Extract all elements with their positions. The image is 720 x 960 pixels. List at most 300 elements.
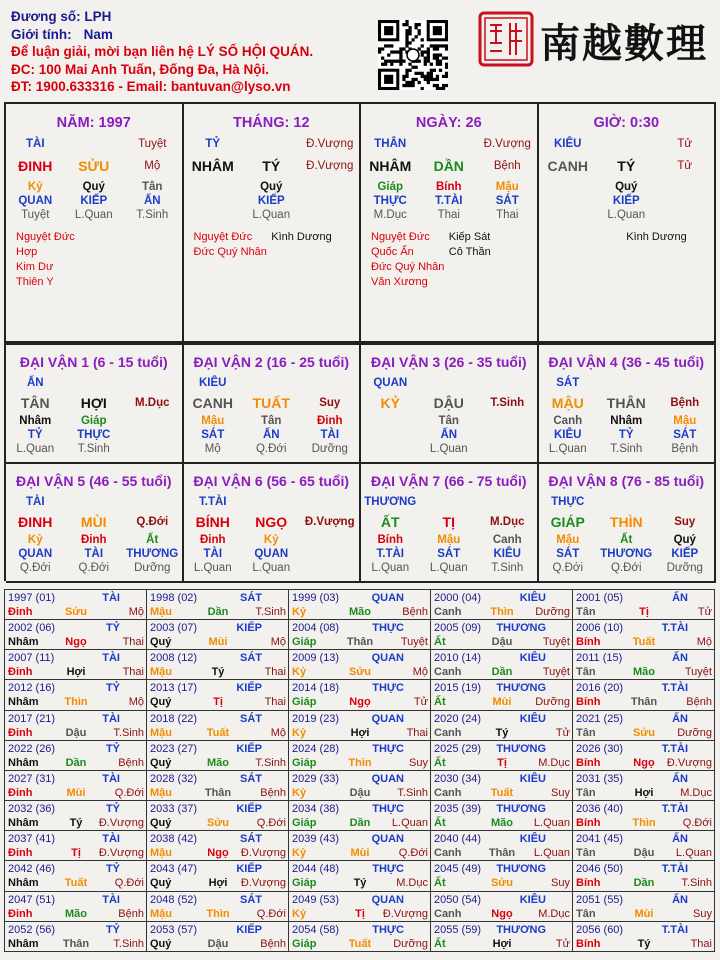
branch-stage: Q.Đới: [136, 516, 169, 528]
year-stem: Giáp: [292, 817, 317, 830]
hidden-stage: L.Quan: [607, 209, 646, 221]
header-info: [11, 8, 313, 96]
pillar-3: [361, 104, 539, 343]
year-branch: Mùi: [492, 696, 512, 709]
year-stage: T.Sinh: [255, 606, 286, 618]
year-stem: Quý: [150, 877, 172, 890]
year-stage: M.Dục: [538, 907, 570, 920]
year-god: KIÊU: [519, 893, 546, 906]
luck-title: ĐẠI VẬN 8 (76 - 85 tuổi): [548, 473, 705, 489]
luck-title: ĐẠI VẬN 3 (26 - 35 tuổi): [370, 354, 527, 370]
heavenly-stem: GIÁP: [550, 514, 585, 530]
year-label: 2022 (26): [8, 742, 56, 755]
branch-stage: Mộ: [144, 160, 161, 172]
earthly-branch: MÙI: [80, 514, 107, 530]
year-cell[interactable]: [573, 861, 715, 891]
year-cell[interactable]: [289, 801, 431, 831]
luck-title: ĐẠI VẬN 7 (66 - 75 tuổi): [370, 473, 527, 489]
hidden-stage: T.Sinh: [491, 562, 524, 574]
year-cell[interactable]: [573, 620, 715, 650]
hidden-stem: Giáp: [80, 415, 107, 427]
year-cell[interactable]: [289, 620, 431, 650]
year-god: THỰC: [372, 622, 404, 635]
year-stage: L.Quan: [391, 817, 428, 830]
year-branch: Thân: [204, 786, 232, 799]
hidden-stem: Mậu: [201, 415, 225, 427]
hidden-stage: M.Dục: [373, 209, 407, 221]
year-stage: Suy: [551, 877, 570, 890]
year-branch: Dần: [633, 877, 655, 890]
ten-god: KIÊU: [554, 138, 582, 150]
year-cell[interactable]: [5, 831, 147, 861]
year-god: ẤN: [672, 652, 688, 665]
year-label: 2011 (15): [576, 652, 623, 665]
heavenly-stem: MẬU: [551, 395, 584, 411]
year-cell[interactable]: [5, 861, 147, 891]
year-cell[interactable]: [5, 741, 147, 771]
year-cell[interactable]: [5, 801, 147, 831]
year-cell[interactable]: [5, 650, 147, 680]
hidden-stage: L.Quan: [74, 209, 113, 221]
year-cell[interactable]: [573, 680, 715, 710]
pillar-4: [539, 104, 717, 343]
branch-stage: Bệnh: [670, 397, 700, 409]
hidden-stem: Bính: [377, 534, 404, 546]
year-branch: Dần: [491, 666, 513, 679]
year-cell[interactable]: [431, 620, 573, 650]
year-branch: Tị: [355, 907, 365, 920]
year-stage: T.Sinh: [681, 877, 712, 890]
year-branch: Tị: [213, 696, 223, 709]
year-stem: Đinh: [8, 726, 33, 739]
year-stem: Ất: [434, 937, 446, 950]
year-cell[interactable]: [147, 741, 289, 771]
year-god: QUAN: [371, 592, 404, 604]
year-god: T.TÀI: [661, 742, 688, 755]
year-cell[interactable]: [147, 620, 289, 650]
name-label: Đương số:: [11, 9, 81, 24]
year-label: 2053 (57): [150, 923, 198, 936]
year-branch: Mão: [490, 817, 513, 830]
year-cell[interactable]: [573, 801, 715, 831]
year-stage: Thai: [122, 666, 144, 679]
ten-god: ẤN: [26, 377, 44, 389]
earthly-branch: TÝ: [262, 158, 281, 174]
heavenly-stem: CANH: [192, 395, 233, 411]
year-branch: Thân: [62, 937, 90, 950]
year-cell[interactable]: [147, 892, 289, 922]
year-god: TỶ: [105, 682, 120, 695]
year-cell[interactable]: [5, 892, 147, 922]
heavenly-stem: NHÂM: [191, 158, 234, 174]
year-stage: Dưỡng: [535, 606, 570, 618]
hidden-stem: Nhâm: [610, 415, 643, 427]
year-branch: Dần: [65, 756, 87, 769]
year-branch: Sửu: [490, 877, 513, 890]
year-label: 2014 (18): [292, 682, 340, 695]
year-cell[interactable]: [573, 590, 715, 620]
year-god: KIÊU: [519, 772, 546, 785]
year-stage: Mộ: [270, 726, 286, 739]
year-stem: Nhâm: [8, 636, 39, 649]
year-stem: Nhâm: [8, 937, 39, 950]
year-stem: Đinh: [8, 786, 33, 799]
life-stage: Đ.Vượng: [483, 138, 531, 150]
hidden-stem: Canh: [492, 534, 522, 546]
address-line: ĐC: 100 Mai Anh Tuấn, Đống Đa, Hà Nội.: [11, 61, 270, 77]
year-stem: Giáp: [292, 636, 317, 649]
ten-god: KIÊU: [199, 377, 227, 389]
year-stage: Suy: [551, 786, 570, 799]
year-stem: Quý: [150, 696, 172, 709]
year-cell[interactable]: [431, 590, 573, 620]
year-god: THỰC: [372, 863, 404, 876]
hidden-stage: Dưỡng: [666, 562, 703, 574]
hidden-stem: Nhâm: [19, 415, 52, 427]
hidden-stage: T.Sinh: [77, 443, 110, 455]
year-stem: Mậu: [150, 847, 172, 860]
pillar-title: GIỜ: 0:30: [593, 115, 660, 131]
year-label: 2003 (07): [150, 622, 198, 635]
hidden-god: SÁT: [201, 429, 225, 441]
year-cell[interactable]: [573, 711, 715, 741]
year-stage: Thai: [406, 726, 428, 739]
year-stage: Q.Đới: [398, 847, 428, 860]
year-cell[interactable]: [147, 922, 289, 952]
year-god: ẤN: [672, 833, 688, 846]
year-stage: Q.Đới: [114, 877, 144, 890]
year-stage: Mộ: [128, 696, 144, 709]
year-label: 2034 (38): [292, 803, 340, 816]
hidden-god: ẤN: [143, 195, 161, 207]
year-god: TÀI: [102, 592, 120, 604]
year-stem: Canh: [434, 907, 462, 920]
hidden-stem: Quý: [260, 181, 283, 193]
year-cell[interactable]: [431, 861, 573, 891]
hidden-stem: Đinh: [316, 415, 343, 427]
year-god: T.TÀI: [661, 682, 688, 695]
year-cell[interactable]: [431, 892, 573, 922]
year-god: T.TÀI: [661, 803, 688, 816]
year-stage: Tuyệt: [400, 636, 428, 649]
year-branch: Tý: [637, 937, 651, 950]
hidden-stem: Giáp: [377, 181, 404, 193]
hidden-stem: Quý: [615, 181, 638, 193]
year-cell[interactable]: [289, 680, 431, 710]
year-cell[interactable]: [147, 711, 289, 741]
four-pillars: [4, 102, 716, 343]
year-branch: Ngọ: [633, 756, 655, 769]
hidden-stem: Kỷ: [27, 181, 43, 193]
year-god: KIÊU: [519, 592, 546, 604]
branch-stage: M.Dục: [490, 516, 525, 528]
hidden-stem: Quý: [82, 181, 105, 193]
year-cell[interactable]: [431, 650, 573, 680]
year-cell[interactable]: [5, 922, 147, 952]
year-stem: Tân: [576, 907, 596, 920]
contact-line: Để luận giải, mời bạn liên hệ LÝ SỐ HỘI QUÁN.: [11, 44, 314, 59]
year-cell[interactable]: [289, 892, 431, 922]
year-stage: Tử: [697, 606, 712, 618]
year-cell[interactable]: [289, 922, 431, 952]
year-label: 2024 (28): [292, 742, 340, 755]
year-branch: Hợi: [208, 877, 228, 890]
year-branch: Tị: [639, 606, 649, 618]
heavenly-stem: ĐINH: [18, 514, 53, 530]
hidden-god: T.TÀI: [376, 548, 404, 560]
year-stem: Tân: [576, 726, 596, 739]
hidden-stem: Bính: [435, 181, 462, 193]
year-label: 2005 (09): [434, 622, 482, 635]
year-stage: T.Sinh: [113, 937, 144, 950]
year-stage: Đ.Vượng: [666, 756, 712, 769]
year-branch: Thìn: [64, 696, 88, 709]
hidden-god: KIÊU: [493, 548, 521, 560]
hidden-stem: Kỷ: [263, 534, 279, 546]
year-cell[interactable]: [431, 831, 573, 861]
year-stem: Ất: [434, 696, 446, 709]
hidden-god: THƯƠNG: [600, 548, 653, 560]
year-god: SÁT: [240, 833, 262, 846]
year-cell[interactable]: [147, 801, 289, 831]
year-stage: Bệnh: [118, 907, 144, 920]
year-cell[interactable]: [147, 680, 289, 710]
year-god: KIÊU: [519, 652, 546, 665]
ten-god: THỰC: [551, 496, 585, 508]
year-branch: Dậu: [65, 726, 87, 739]
year-cell[interactable]: [289, 711, 431, 741]
year-stage: Tử: [555, 726, 570, 739]
year-god: THỰC: [372, 923, 404, 936]
year-stage: Tử: [413, 696, 428, 709]
year-branch: Thân: [630, 696, 658, 709]
year-cell[interactable]: [289, 861, 431, 891]
qr-code[interactable]: [378, 20, 448, 90]
star-other: Cô Thần: [448, 246, 491, 258]
branch-stage: Suy: [674, 516, 696, 528]
year-branch: Mão: [632, 666, 655, 679]
year-stem: Mậu: [150, 726, 172, 739]
year-cell[interactable]: [147, 831, 289, 861]
year-god: KIÊU: [519, 712, 546, 725]
ten-god: TÀI: [25, 138, 45, 150]
star-auspicious: Đức Quý Nhân: [193, 246, 267, 258]
year-cell[interactable]: [431, 801, 573, 831]
year-cell[interactable]: [5, 620, 147, 650]
hidden-stem: Đinh: [199, 534, 226, 546]
year-stem: Bính: [576, 636, 601, 649]
heavenly-stem: ẤT: [380, 514, 400, 530]
year-cell[interactable]: [573, 771, 715, 801]
year-god: THƯƠNG: [496, 923, 546, 936]
star-other: Kình Dương: [271, 231, 332, 243]
gender-value: Nam: [83, 26, 113, 42]
year-cell[interactable]: [289, 771, 431, 801]
year-cell[interactable]: [431, 771, 573, 801]
year-stage: Đ.Vượng: [240, 847, 286, 860]
year-cell[interactable]: [573, 892, 715, 922]
year-branch: Hợi: [634, 786, 654, 799]
earthly-branch: TỊ: [442, 514, 455, 530]
year-stem: Giáp: [292, 877, 317, 890]
year-stage: L.Quan: [533, 817, 570, 830]
year-label: 2023 (27): [150, 742, 198, 755]
earthly-branch: THÂN: [606, 395, 646, 411]
year-stage: M.Dục: [680, 786, 712, 799]
year-god: THỰC: [372, 803, 404, 816]
year-branch: Thìn: [490, 606, 514, 618]
branch-stage: Đ.Vượng: [304, 516, 355, 528]
year-cell[interactable]: [289, 590, 431, 620]
year-label: 2036 (40): [576, 803, 624, 816]
year-god: KIẾP: [236, 803, 262, 816]
year-stem: Bính: [576, 817, 601, 830]
heavenly-stem: ĐINH: [18, 158, 53, 174]
year-stem: Canh: [434, 606, 462, 618]
year-label: 2048 (52): [150, 893, 198, 906]
year-god: THƯƠNG: [496, 682, 546, 695]
year-stage: Dưỡng: [677, 726, 712, 739]
year-stem: Nhâm: [8, 696, 39, 709]
year-label: 2031 (35): [576, 772, 624, 785]
year-cell[interactable]: [431, 922, 573, 952]
year-branch: Thân: [346, 636, 374, 649]
pillar-title: NGÀY: 26: [415, 115, 482, 131]
year-label: 2000 (04): [434, 592, 482, 604]
star-auspicious: Nguyệt Đức Hợp: [16, 231, 75, 258]
year-cell[interactable]: [289, 650, 431, 680]
year-branch: Ngọ: [65, 636, 87, 649]
star-auspicious: Kim Dư: [16, 261, 54, 273]
year-god: QUAN: [371, 712, 404, 725]
heavenly-stem: CANH: [547, 158, 588, 174]
hidden-stage: L.Quan: [429, 443, 468, 455]
year-label: 2052 (56): [8, 923, 56, 936]
year-stage: Bệnh: [260, 786, 286, 799]
year-god: ẤN: [672, 712, 688, 725]
year-cell[interactable]: [5, 590, 147, 620]
year-cell[interactable]: [147, 590, 289, 620]
hidden-god: ẤN: [262, 429, 280, 441]
year-stage: Đ.Vượng: [240, 877, 286, 890]
luck-period-6: [184, 464, 362, 583]
year-god: TÀI: [102, 772, 120, 785]
year-cell[interactable]: [147, 861, 289, 891]
year-cell[interactable]: [5, 711, 147, 741]
hidden-god: THỰC: [77, 429, 111, 441]
year-stem: Mậu: [150, 907, 172, 920]
year-label: 2056 (60): [576, 923, 624, 936]
year-stage: L.Quan: [533, 847, 570, 860]
year-stage: Đ.Vượng: [382, 907, 428, 920]
hidden-god: KIÊU: [554, 429, 582, 441]
year-label: 2020 (24): [434, 712, 482, 725]
year-cell[interactable]: [5, 771, 147, 801]
year-stage: L.Quan: [675, 847, 712, 860]
year-stem: Mậu: [150, 786, 172, 799]
year-stage: T.Sinh: [255, 756, 286, 769]
year-branch: Mùi: [350, 847, 370, 860]
year-cell[interactable]: [431, 711, 573, 741]
luck-title: ĐẠI VẬN 5 (46 - 55 tuổi): [15, 473, 172, 489]
year-god: ẤN: [672, 772, 688, 785]
year-cell[interactable]: [147, 771, 289, 801]
year-cell[interactable]: [431, 741, 573, 771]
year-god: TỶ: [105, 742, 120, 755]
year-label: 2050 (54): [434, 893, 482, 906]
year-cell[interactable]: [289, 831, 431, 861]
year-cell[interactable]: [431, 680, 573, 710]
year-cell[interactable]: [573, 650, 715, 680]
year-stem: Canh: [434, 847, 462, 860]
hidden-god: QUAN: [18, 195, 53, 207]
hidden-stem: Tân: [261, 415, 282, 427]
hidden-god: ẤN: [440, 429, 458, 441]
year-stage: M.Dục: [396, 877, 428, 890]
year-god: SÁT: [240, 772, 262, 785]
year-label: 2045 (49): [434, 863, 482, 876]
year-branch: Dậu: [349, 786, 371, 799]
year-stem: Bính: [576, 696, 601, 709]
year-god: TỶ: [105, 622, 120, 635]
year-branch: Thìn: [348, 756, 372, 769]
year-branch: Ngọ: [349, 696, 371, 709]
luck-period-3: [361, 345, 539, 464]
phone-email-line: ĐT: 1900.633316 - Email: bantuvan@lyso.vn: [11, 79, 291, 94]
hidden-god: TÀI: [203, 548, 223, 560]
star-auspicious: Quốc Ấn: [371, 246, 414, 258]
year-branch: Sửu: [348, 666, 371, 679]
hidden-stem: Kỷ: [27, 534, 43, 546]
ten-god: T.TÀI: [199, 496, 227, 508]
luck-period-1: [6, 345, 184, 464]
star-auspicious: Văn Xương: [371, 276, 428, 288]
seal-stamp: [478, 11, 534, 67]
heavenly-stem: BÍNH: [195, 514, 230, 530]
year-branch: Tị: [497, 756, 507, 769]
hidden-god: THƯƠNG: [126, 548, 179, 560]
year-cell[interactable]: [573, 741, 715, 771]
year-label: 2021 (25): [576, 712, 624, 725]
heavenly-stem: KỶ: [380, 395, 400, 411]
year-cell[interactable]: [573, 831, 715, 861]
year-stem: Mậu: [150, 606, 172, 618]
year-label: 2035 (39): [434, 803, 482, 816]
pillar-title: THÁNG: 12: [232, 115, 310, 131]
year-cell[interactable]: [573, 922, 715, 952]
year-stem: Giáp: [292, 937, 317, 950]
year-cell[interactable]: [289, 741, 431, 771]
year-label: 2010 (14): [434, 652, 482, 665]
year-label: 2044 (48): [292, 863, 340, 876]
year-branch: Ngọ: [491, 907, 513, 920]
year-god: KIẾP: [236, 742, 262, 755]
year-god: TÀI: [102, 833, 120, 846]
year-god: T.TÀI: [661, 622, 688, 635]
year-god: QUAN: [371, 893, 404, 906]
year-god: KIẾP: [236, 622, 262, 635]
hidden-god: SÁT: [556, 548, 580, 560]
year-label: 2030 (34): [434, 772, 482, 785]
ten-god: THÂN: [374, 138, 407, 150]
heavenly-stem: NHÂM: [369, 158, 412, 174]
hidden-stage: Thai: [437, 209, 460, 221]
year-cell[interactable]: [147, 650, 289, 680]
year-cell[interactable]: [5, 680, 147, 710]
hidden-stage: Mộ: [204, 443, 221, 455]
earthly-branch: THÌN: [609, 514, 643, 530]
year-branch: Thìn: [206, 907, 230, 920]
